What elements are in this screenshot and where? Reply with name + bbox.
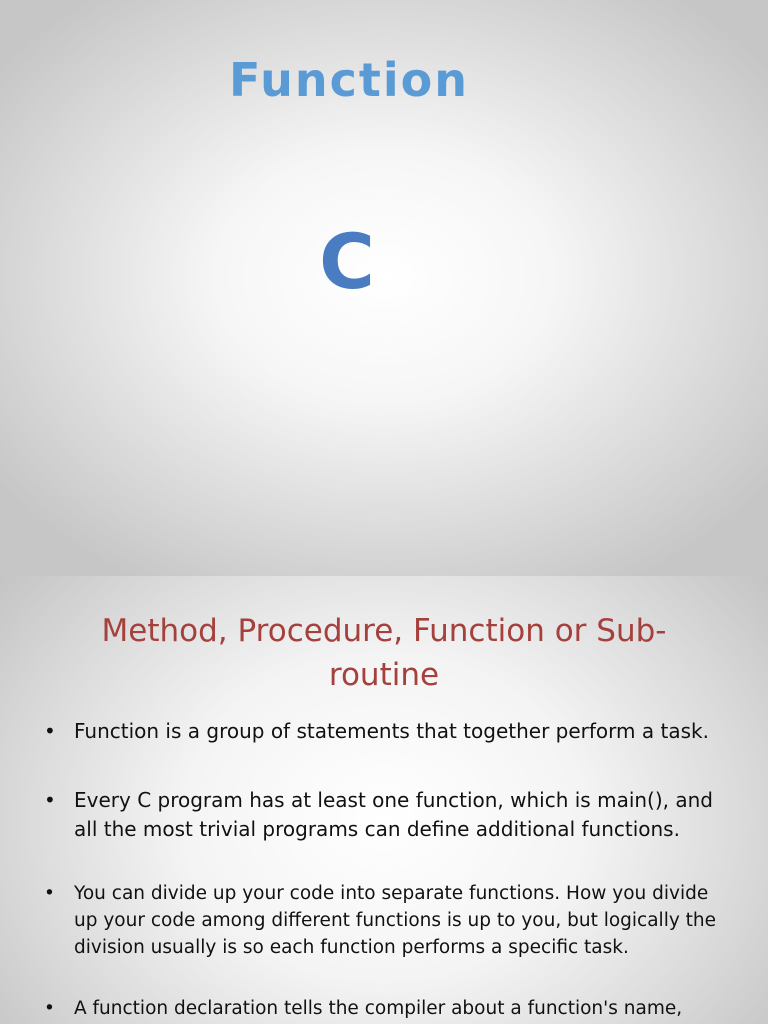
bullet-icon: • [44,883,55,904]
bullet-item [44,995,724,1022]
bullet-list [44,717,724,1022]
bullet-icon: • [44,788,56,812]
slide-heading: Method, Procedure, Function or Sub-routine [101,613,667,693]
bullet-text: Every C program has at least one function, which is main(), and all the most trivial programs can define additional functions. [74,788,714,841]
content-slide [0,576,768,1024]
bullet-text: You can divide up your code into separate functions. How you divide up your code among different functions is up to you, but logically the division usually is so each function performs a specific task. [74,883,717,958]
bullet-item [44,786,724,844]
slide-subtitle: C [319,217,375,306]
bullet-icon: • [44,719,56,743]
bullet-item [44,880,724,961]
bullet-text: Function is a group of statements that together perform a task. [74,719,709,743]
slide-title: Function [228,53,469,107]
bullet-text: A function declaration tells the compiler about a function's name, [74,998,683,1019]
bullet-item [44,717,724,746]
bullet-icon: • [44,998,55,1019]
